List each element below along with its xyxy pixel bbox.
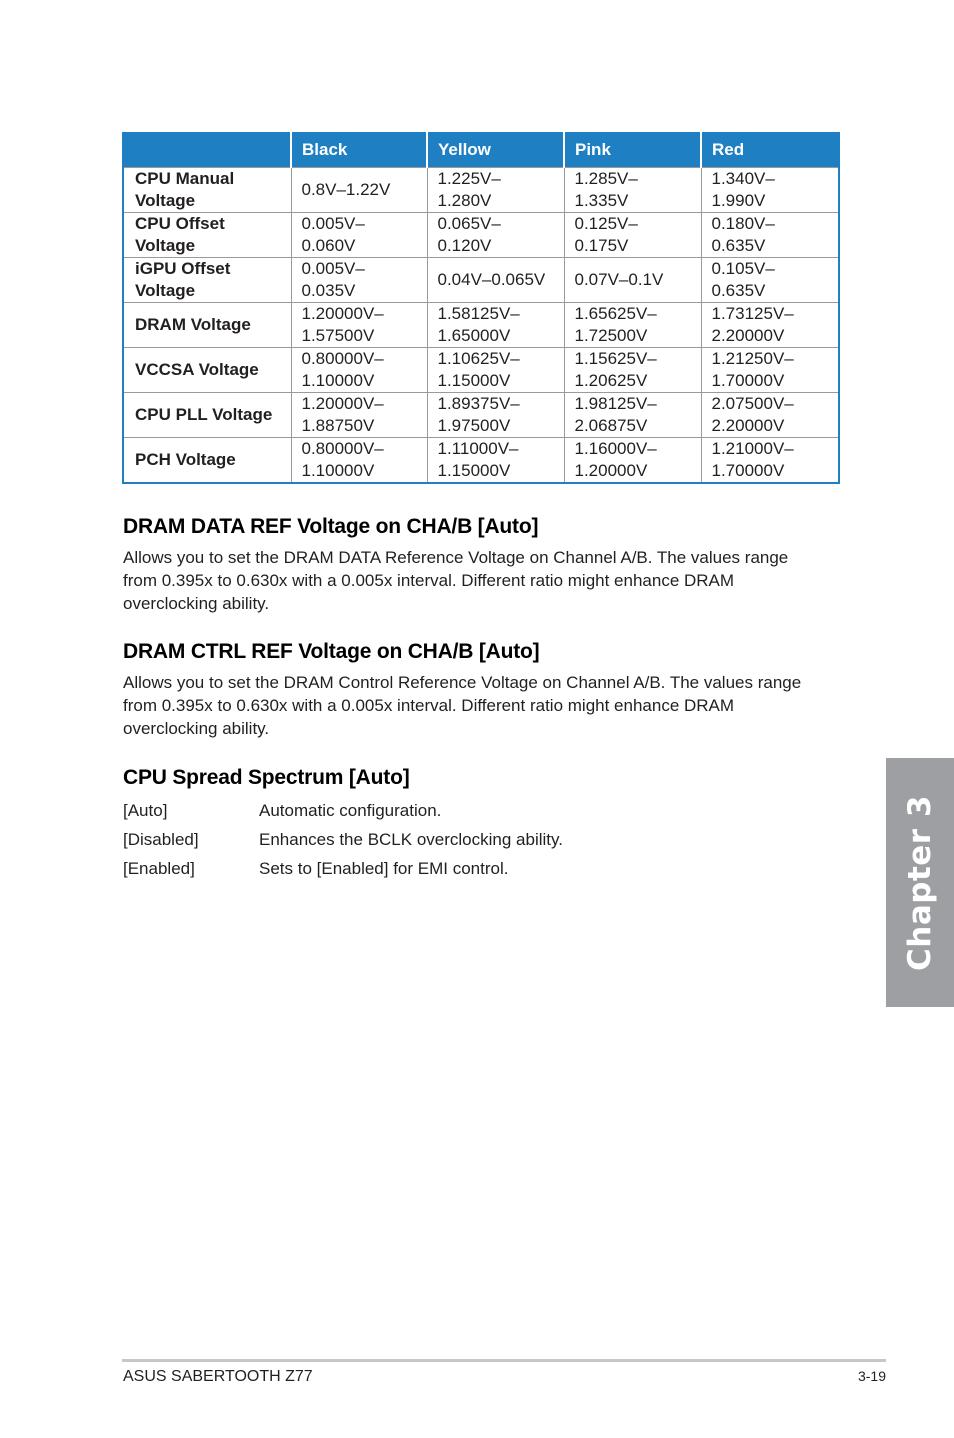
option-desc: Enhances the BCLK overclocking ability. [259,830,563,849]
table-cell: 0.8V–1.22V [291,167,427,212]
table-cell: 1.58125V– 1.65000V [427,302,564,347]
table-cell: 0.005V– 0.060V [291,212,427,257]
section-body: Allows you to set the DRAM DATA Reference Voltage on Channel A/B. The values range from 0.395x to 0.630x with a 0.005x interval. Different ratio might enhance DRAM overclocking ability. [123,548,789,613]
table-cell: 1.11000V– 1.15000V [427,437,564,483]
table-cell: 2.07500V– 2.20000V [701,392,839,437]
option-key: [Disabled] [123,830,199,849]
table-cell: 1.10625V– 1.15000V [427,347,564,392]
chapter-tab-label: Chapter 3 [902,794,938,971]
row-label: VCCSA Voltage [123,347,291,392]
footer-divider [122,1359,886,1362]
section-body: Allows you to set the DRAM Control Reference Voltage on Channel A/B. The values range from 0.395x to 0.630x with a 0.005x interval. Different ratio might enhance DRAM overclocking ability. [123,673,802,738]
option-row [123,854,823,883]
chapter-tab [886,758,954,1007]
table-cell: 1.21250V– 1.70000V [701,347,839,392]
section-dram-data-ref [123,514,823,615]
table-row [123,212,839,257]
table-header-cell: Yellow [427,133,564,167]
table-header-cell: Black [291,133,427,167]
option-list [123,796,823,883]
row-label: PCH Voltage [123,437,291,483]
voltage-color-table [122,132,840,484]
table-cell: 1.21000V– 1.70000V [701,437,839,483]
table-cell: 1.89375V– 1.97500V [427,392,564,437]
table-cell: 1.20000V– 1.57500V [291,302,427,347]
table-header-row [123,133,839,167]
footer-page-number: 3-19 [857,1368,886,1384]
table-cell: 1.20000V– 1.88750V [291,392,427,437]
row-label: iGPU Offset Voltage [123,257,291,302]
option-desc: Sets to [Enabled] for EMI control. [259,859,509,878]
table-cell: 1.65625V– 1.72500V [564,302,701,347]
option-desc: Automatic configuration. [259,801,442,820]
table-row [123,302,839,347]
table-cell: 0.065V– 0.120V [427,212,564,257]
row-label: CPU Offset Voltage [123,212,291,257]
option-row [123,796,823,825]
table-cell: 0.04V–0.065V [427,257,564,302]
section-title: CPU Spread Spectrum [Auto] [123,766,410,789]
table-row [123,437,839,483]
option-key: [Auto] [123,801,168,820]
table-cell: 1.225V– 1.280V [427,167,564,212]
table-row [123,257,839,302]
section-title: DRAM DATA REF Voltage on CHA/B [Auto] [123,515,539,538]
table-cell: 0.80000V– 1.10000V [291,437,427,483]
table-cell: 1.340V– 1.990V [701,167,839,212]
table-header-cell: Pink [564,133,701,167]
table-row [123,392,839,437]
table-header-cell [123,133,291,167]
table-header-cell: Red [701,133,839,167]
table-cell: 0.005V– 0.035V [291,257,427,302]
table-cell: 1.98125V– 2.06875V [564,392,701,437]
row-label: CPU Manual Voltage [123,167,291,212]
row-label: DRAM Voltage [123,302,291,347]
table-cell: 1.16000V– 1.20000V [564,437,701,483]
table-cell: 0.07V–0.1V [564,257,701,302]
section-cpu-spread-spectrum [123,765,823,883]
row-label: CPU PLL Voltage [123,392,291,437]
option-key: [Enabled] [123,859,195,878]
table-cell: 0.105V– 0.635V [701,257,839,302]
table-cell: 0.180V– 0.635V [701,212,839,257]
footer-product-name: ASUS SABERTOOTH Z77 [123,1368,313,1385]
table-cell: 1.73125V– 2.20000V [701,302,839,347]
table-row [123,347,839,392]
table-cell: 1.15625V– 1.20625V [564,347,701,392]
table-cell: 0.80000V– 1.10000V [291,347,427,392]
table-row [123,167,839,212]
table-cell: 1.285V– 1.335V [564,167,701,212]
section-title: DRAM CTRL REF Voltage on CHA/B [Auto] [123,640,540,663]
section-dram-ctrl-ref [123,639,823,740]
table-cell: 0.125V– 0.175V [564,212,701,257]
option-row [123,825,823,854]
